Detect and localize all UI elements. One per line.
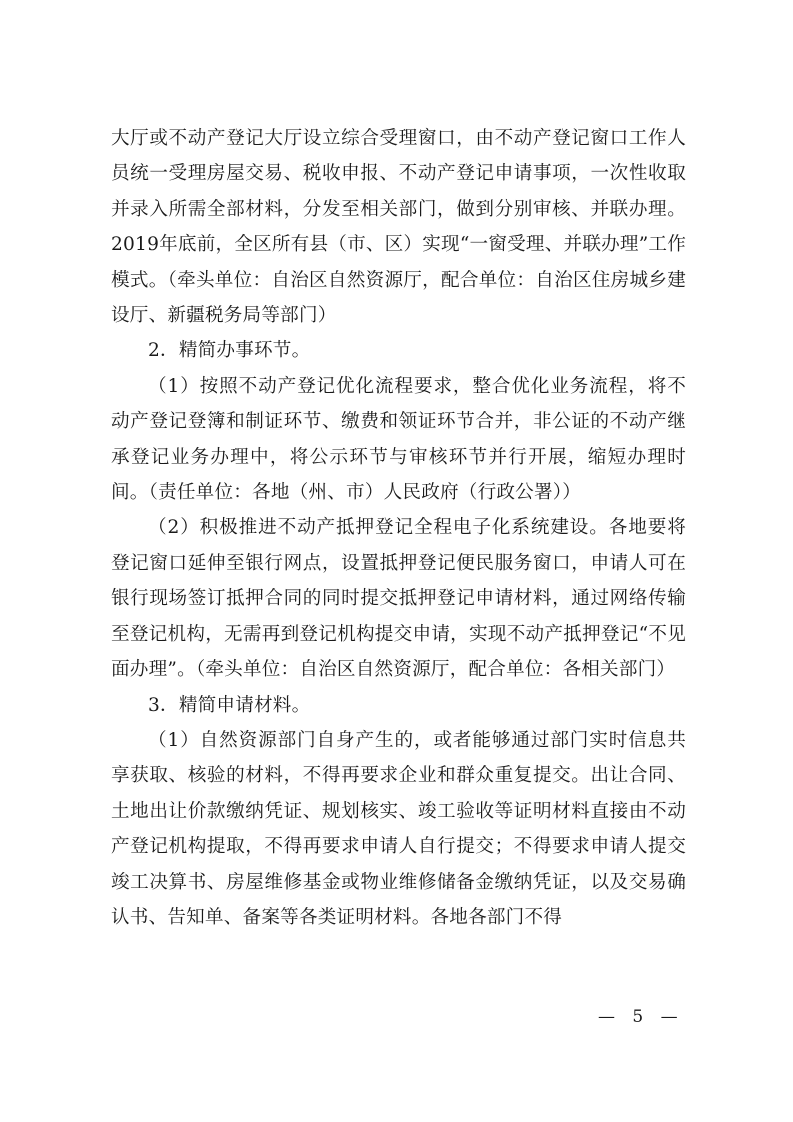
section-heading-streamline-materials: 3．精简申请材料。 [148,694,311,716]
section-heading-streamline-steps: 2．精简办事环节。 [148,340,311,362]
paragraph-item-1-no-duplicate-materials: （1）自然资源部门自身产生的，或者能够通过部门实时信息共享获取、核验的材料，不得再要求企业和群众重复提交。出让合同、土地出让价款缴纳凭证、规划核实、竣工验收等证明材料直接由不动产登记机构提取，不得再要求申请人自行提交；不得要求申请人提交竣工决算书、房屋维修基金或物业维修储备金缴纳凭证，以及交易确认书、告知单、备案等各类证明材料。各地各部门不得 [111,729,686,928]
paragraph-item-1-merge-steps: （1）按照不动产登记优化流程要求，整合优化业务流程，将不动产登记登簿和制证环节、缴费和领证环节合并，非公证的不动产继承登记业务办理中，将公示环节与审核环节并行开展，缩短办理时间。（责任单位：各地（州、市）人民政府（行政公署）） [111,375,686,504]
document-body [111,121,686,935]
paragraph-item-2-electronic-mortgage: （2）积极推进不动产抵押登记全程电子化系统建设。各地要将登记窗口延伸至银行网点，设置抵押登记便民服务窗口，申请人可在银行现场签订抵押合同的同时提交抵押登记申请材料，通过网络传输至登记机构，无需再到登记机构提交申请，实现不动产抵押登记“不见面办理”。（牵头单位：自治区自然资源厅，配合单位：各相关部门） [111,517,686,681]
paragraph-continuation: 大厅或不动产登记大厅设立综合受理窗口，由不动产登记窗口工作人员统一受理房屋交易、税收申报、不动产登记申请事项，一次性收取并录入所需全部材料，分发至相关部门，做到分别审核、并联办理。2019年底前，全区所有县（市、区）实现“一窗受理、并联办理”工作模式。（牵头单位：自治区自然资源厅，配合单位：自治区住房城乡建设厅、新疆税务局等部门） [111,128,686,327]
page-number: — 5 — [598,1007,684,1027]
